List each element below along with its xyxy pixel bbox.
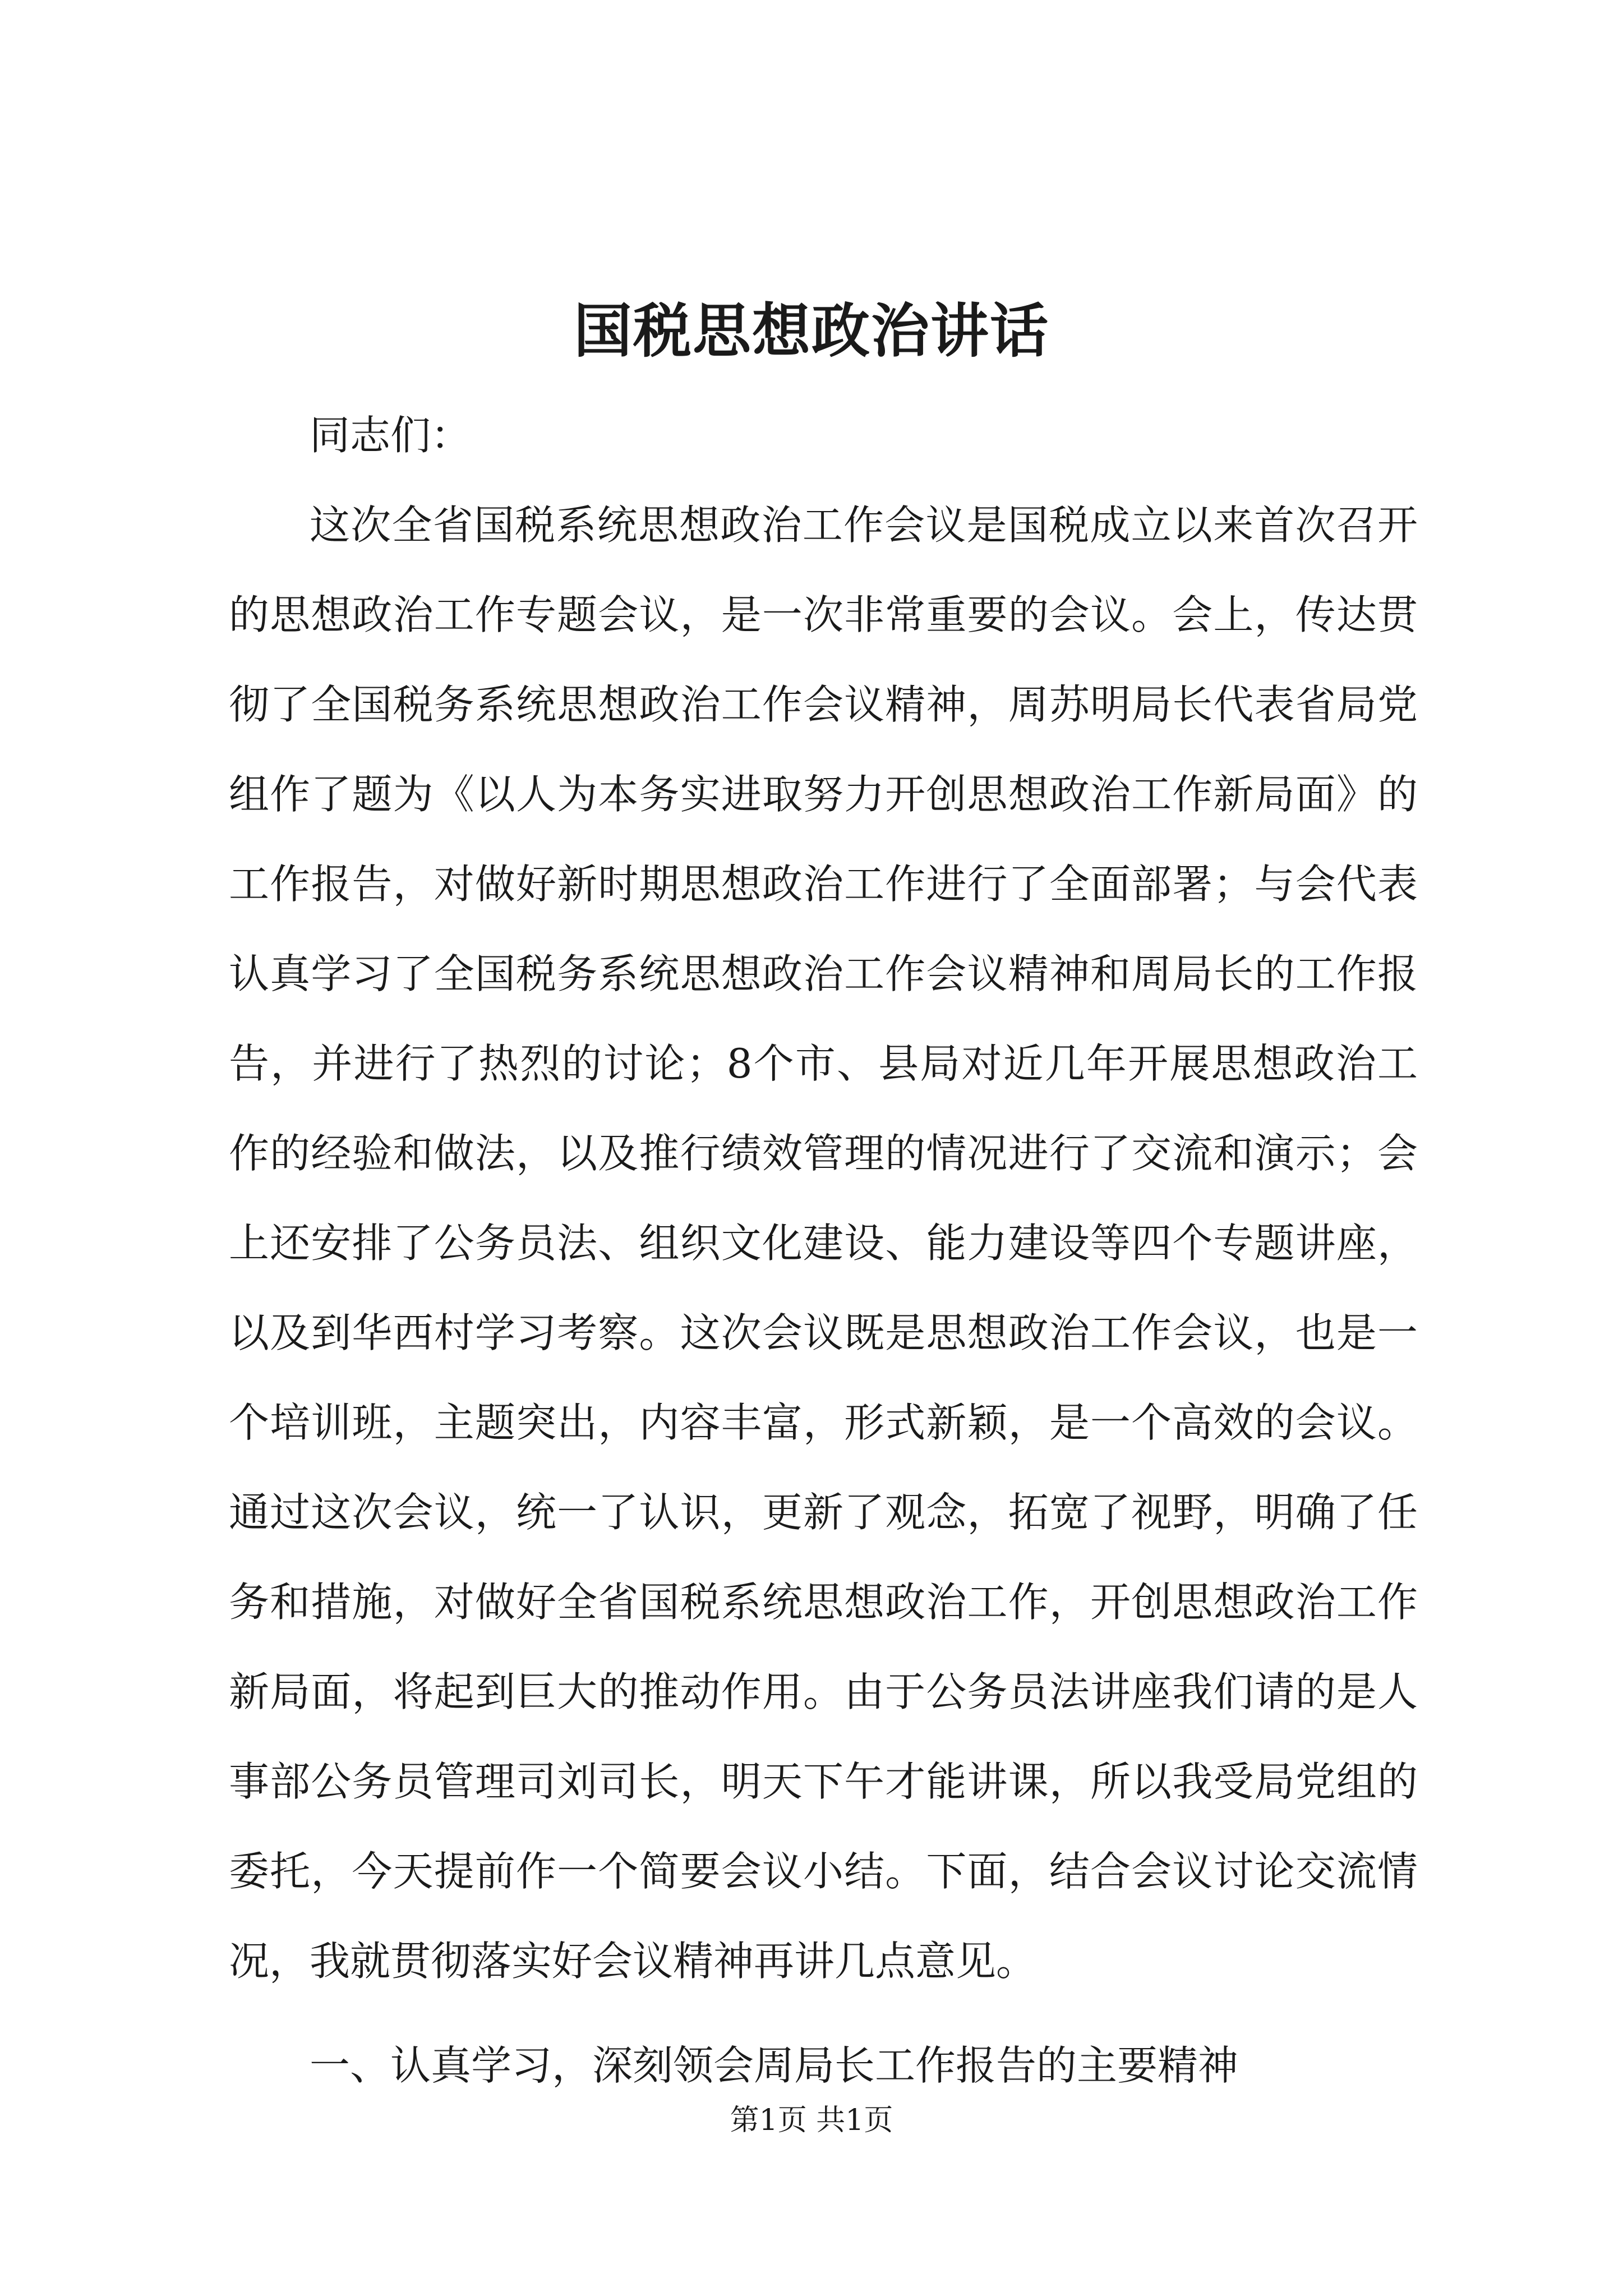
document-title: 国税思想政治讲话 [573, 296, 1049, 365]
section-heading: 一、认真学习，深刻领会周局长工作报告的主要精神 [310, 2042, 1239, 2089]
body-paragraph: 这次全省国税系统思想政治工作会议是国税成立以来首次召开的思想政治工作专题会议，是一次非常重要的会议。会上，传达贯彻了全国税务系统思想政治工作会议精神，周苏明局长代表省局党组作了题为《以人为本务实进取努力开创思想政治工作新局面》的工作报告，对做好新时期思想政治工作进行了全面部署；与会代表认真学习了全国税务系统思想政治工作会议精神和周局长的工作报告，并进行了热烈的讨论；8个市、县局对近几年开展思想政治工作的经验和做法，以及推行绩效管理的情况进行了交流和演示；会上还安排了公务员法、组织文化建设、能力建设等四个专题讲座，以及到华西村学习考察。这次会议既是思想政治工作会议，也是一个培训班，主题突出，内容丰富，形式新颖，是一个高效的会议。通过这次会议，统一了认识，更新了观念，拓宽了视野，明确了任务和措施，对做好全省国税系统思想政治工作，开创思想政治工作新局面，将起到巨大的推动作用。由于公务员法讲座我们请的是人事部公务员管理司刘司长，明天下午才能讲课，所以我受局党组的委托，今天提前作一个简要会议小结。下面，结合会议讨论交流情况，我就贯彻落实好会议精神再讲几点意见。 [229, 501, 1418, 1985]
salutation: 同志们： [310, 412, 472, 459]
document-body [229, 390, 1418, 2110]
page-footer: 第1页 共1页 [730, 2104, 893, 2137]
